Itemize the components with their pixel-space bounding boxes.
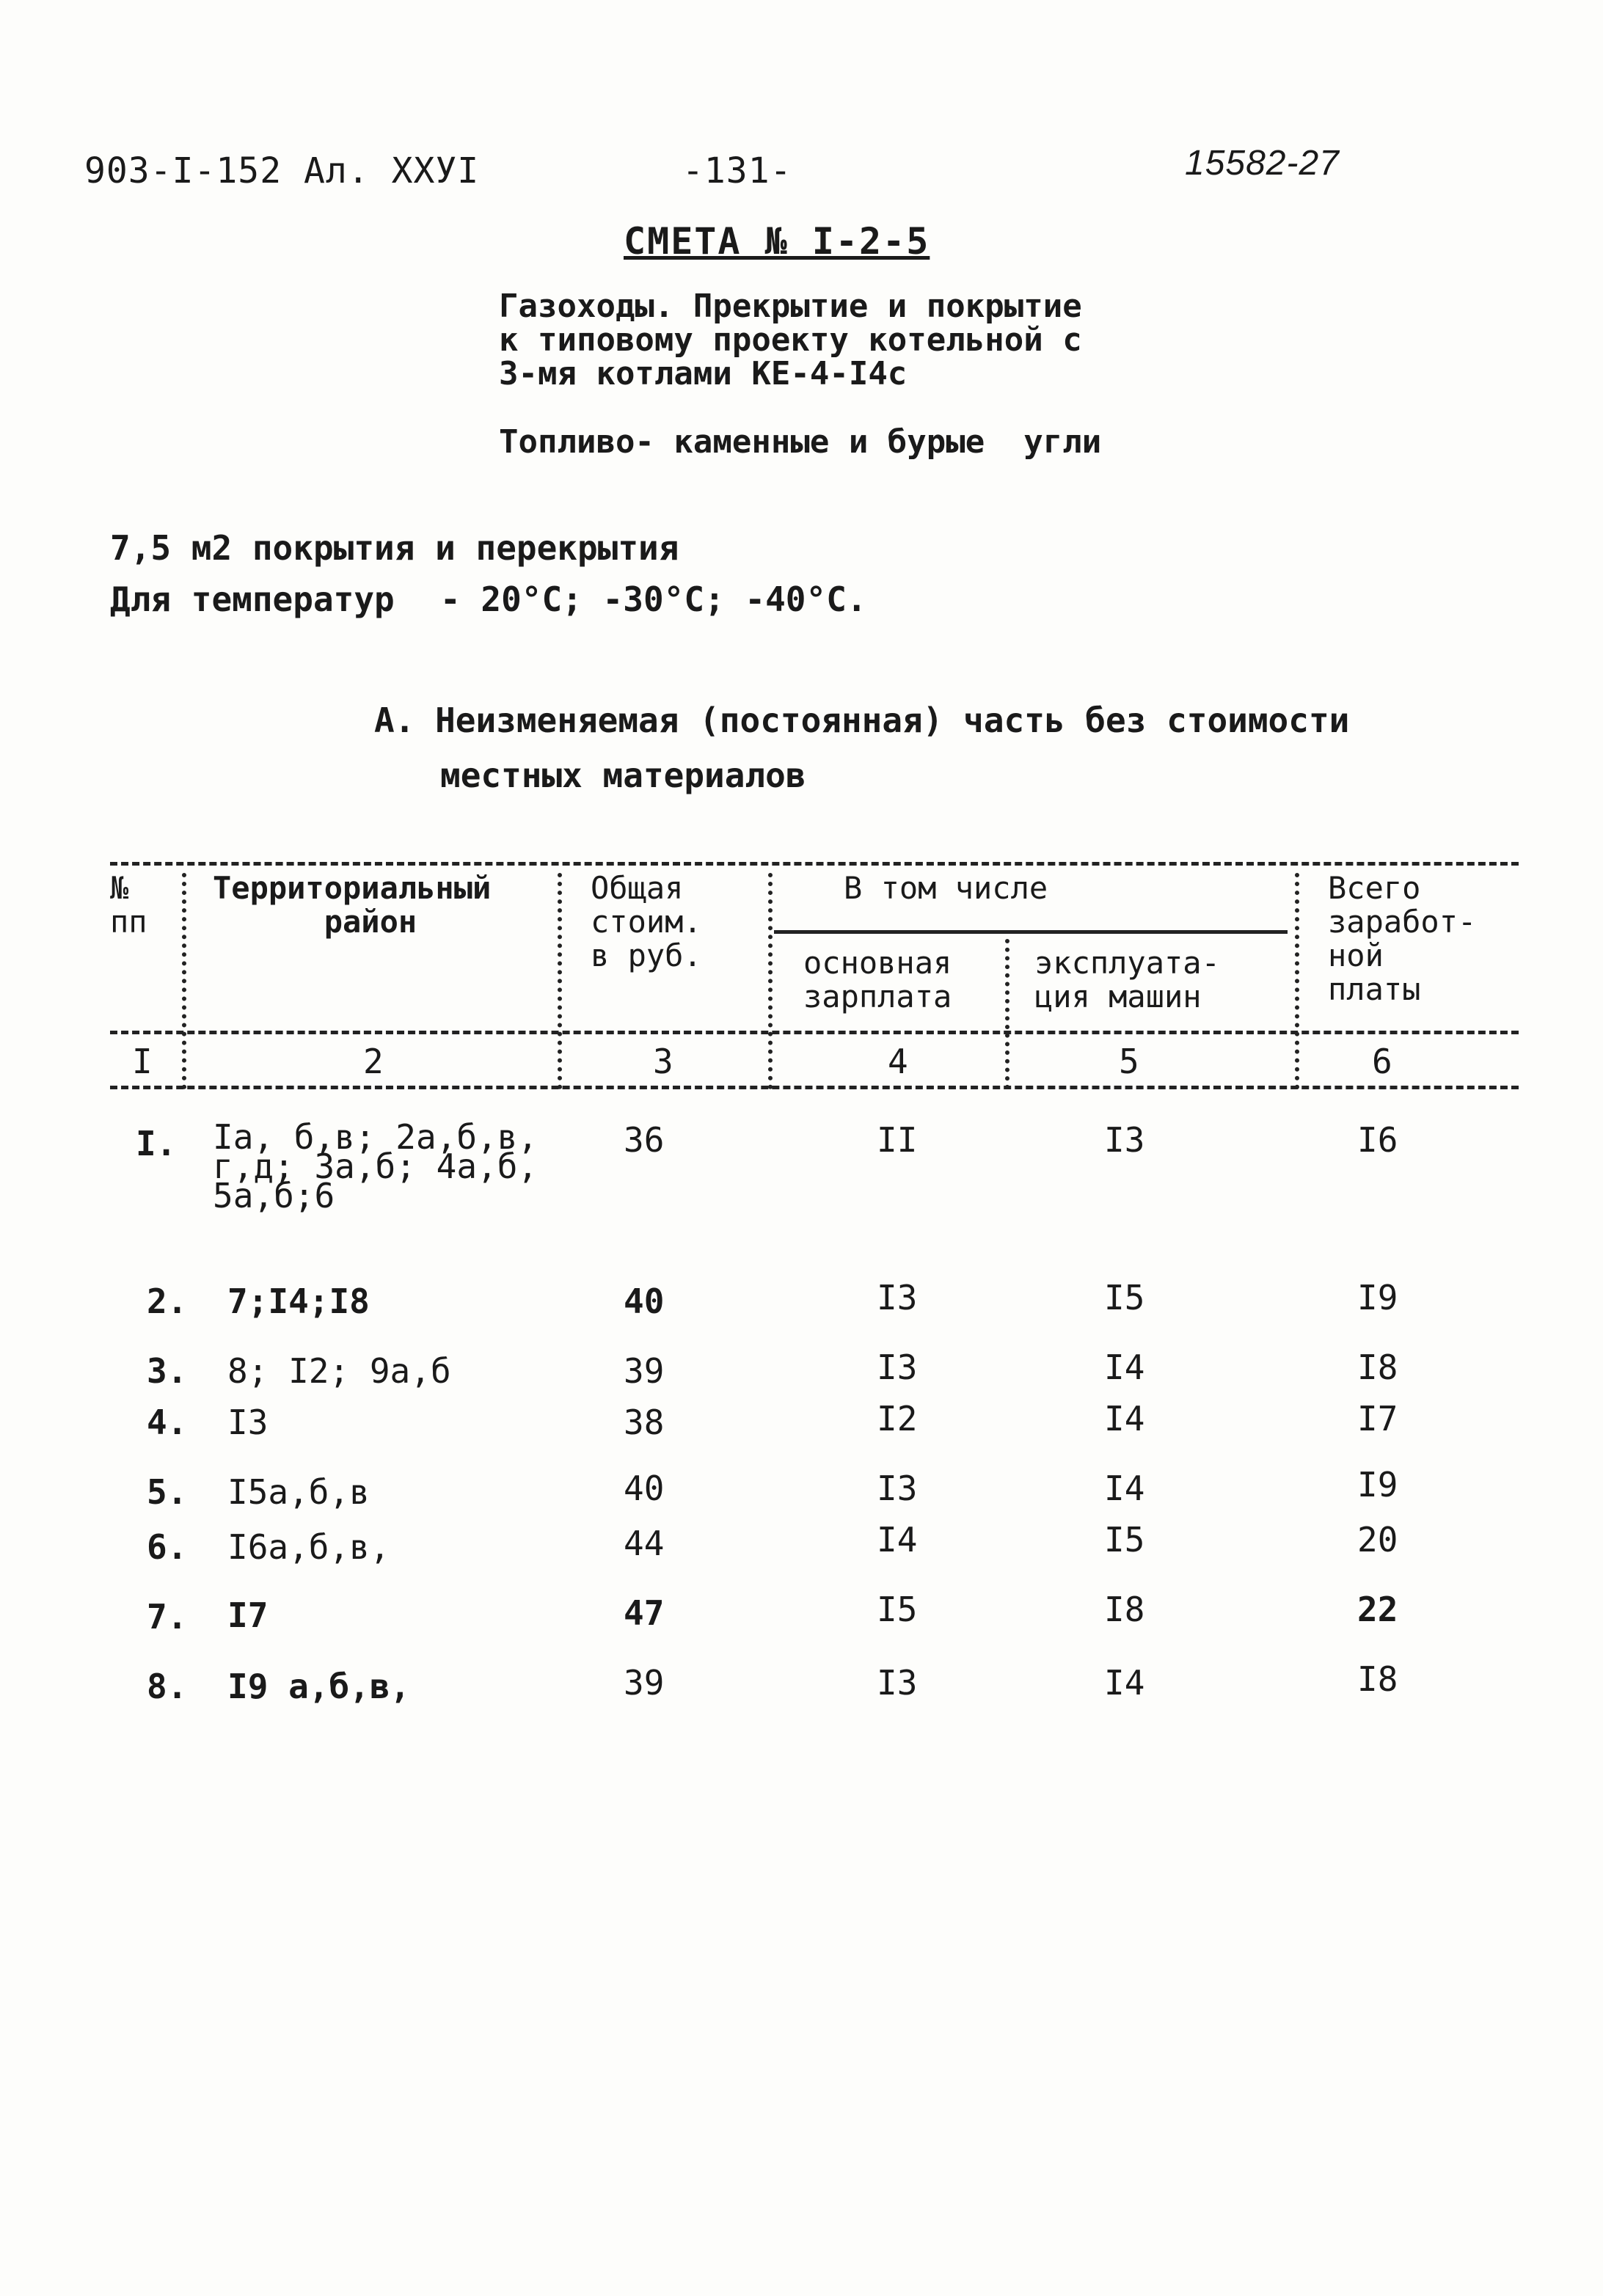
row-machines: I5 [1104, 1520, 1145, 1560]
row-number: 7. [147, 1597, 188, 1637]
row-machines: I4 [1104, 1469, 1145, 1508]
col-header-machines: эксплуата- ция машин [1034, 945, 1220, 1014]
row-number: 4. [147, 1403, 188, 1442]
col-number: I [132, 1042, 153, 1081]
col-sep-3 [768, 873, 773, 1089]
estimate-subtitle: Газоходы. Прекрытие и покрытие к типовому проекту котельной с 3-мя котлами КЕ-4-I4с [499, 288, 1082, 392]
row-district: I5а,б,в [227, 1472, 370, 1512]
row-all-wage: I6 [1357, 1120, 1398, 1160]
row-all-wage: 20 [1357, 1520, 1398, 1560]
col-header-wage: основная зарплата [803, 945, 952, 1014]
section-heading-cont: местных материалов [440, 756, 806, 795]
row-wage: I4 [877, 1520, 918, 1560]
section-heading: А. Неизменяемая (постоянная) часть без стоимости [374, 701, 1350, 740]
row-total: 38 [624, 1403, 665, 1442]
row-all-wage: I9 [1357, 1278, 1398, 1317]
row-wage: I3 [877, 1469, 918, 1508]
group-underline [774, 930, 1288, 934]
row-all-wage: I8 [1357, 1348, 1398, 1387]
temperature-label: Для температур [110, 580, 395, 619]
fuel-type: Топливо- каменные и бурые угли [499, 423, 1102, 461]
row-number: I. [136, 1124, 177, 1163]
col-header-group: В том числе [844, 870, 1048, 906]
row-district: I9 а,б,в, [227, 1667, 411, 1706]
row-machines: I8 [1104, 1590, 1145, 1629]
row-district: Iа, б,в; 2а,б,в, г,д; 3а,б; 4а,б, 5а,б;6 [213, 1117, 538, 1215]
row-wage: II [877, 1120, 918, 1160]
row-total: 44 [624, 1524, 665, 1563]
row-all-wage: I8 [1357, 1659, 1398, 1699]
col-number: 6 [1372, 1042, 1392, 1081]
row-machines: I3 [1104, 1120, 1145, 1160]
row-number: 2. [147, 1282, 188, 1321]
col-number: 5 [1119, 1042, 1139, 1081]
area-note: 7,5 м2 покрытия и перекрытия [110, 528, 679, 568]
row-wage: I3 [877, 1348, 918, 1387]
row-machines: I4 [1104, 1399, 1145, 1438]
row-total: 39 [624, 1351, 665, 1391]
row-district: 7;I4;I8 [227, 1282, 370, 1321]
row-all-wage: I7 [1357, 1399, 1398, 1438]
header-rule [110, 1031, 1519, 1034]
document-code: 903-I-152 Ал. XXУI [84, 150, 480, 191]
col-number: 2 [363, 1042, 384, 1081]
row-total: 40 [624, 1469, 665, 1508]
row-total: 39 [624, 1663, 665, 1703]
row-district: 8; I2; 9а,б [227, 1351, 451, 1391]
col-header-all-wage: Всего заработ- ной платы [1328, 870, 1477, 1007]
row-number: 8. [147, 1667, 188, 1706]
col-number: 4 [888, 1042, 908, 1081]
row-machines: I4 [1104, 1348, 1145, 1387]
row-wage: I5 [877, 1590, 918, 1629]
sheet-number: 15582-27 [1185, 144, 1340, 183]
row-total: 36 [624, 1120, 665, 1160]
row-all-wage: 22 [1357, 1590, 1398, 1629]
row-number: 6. [147, 1527, 188, 1567]
temperature-values: - 20°С; -30°С; -40°С. [440, 580, 867, 619]
row-total: 47 [624, 1593, 665, 1633]
row-district: I6а,б,в, [227, 1527, 390, 1567]
row-machines: I4 [1104, 1663, 1145, 1703]
col-sep-4 [1005, 939, 1009, 1089]
row-total: 40 [624, 1282, 665, 1321]
row-district: I3 [227, 1403, 269, 1442]
row-number: 3. [147, 1351, 188, 1391]
col-header-total: Общая стоим. в руб. [591, 870, 702, 973]
row-wage: I3 [877, 1663, 918, 1703]
row-wage: I3 [877, 1278, 918, 1317]
row-all-wage: I9 [1357, 1465, 1398, 1505]
page-number: -131- [682, 150, 792, 191]
estimate-title: СМЕТА № I-2-5 [624, 220, 930, 263]
col-sep-1 [182, 873, 186, 1089]
row-number: 5. [147, 1472, 188, 1512]
row-wage: I2 [877, 1399, 918, 1438]
col-number: 3 [653, 1042, 673, 1081]
column-numbers-rule [110, 1086, 1519, 1089]
col-sep-5 [1295, 873, 1299, 1089]
table-top-rule [110, 862, 1519, 866]
row-district: I7 [227, 1595, 269, 1635]
row-machines: I5 [1104, 1278, 1145, 1317]
col-sep-2 [558, 873, 562, 1089]
col-header-district: Территориальный район [213, 870, 492, 940]
col-header-number: № пп [110, 870, 147, 940]
